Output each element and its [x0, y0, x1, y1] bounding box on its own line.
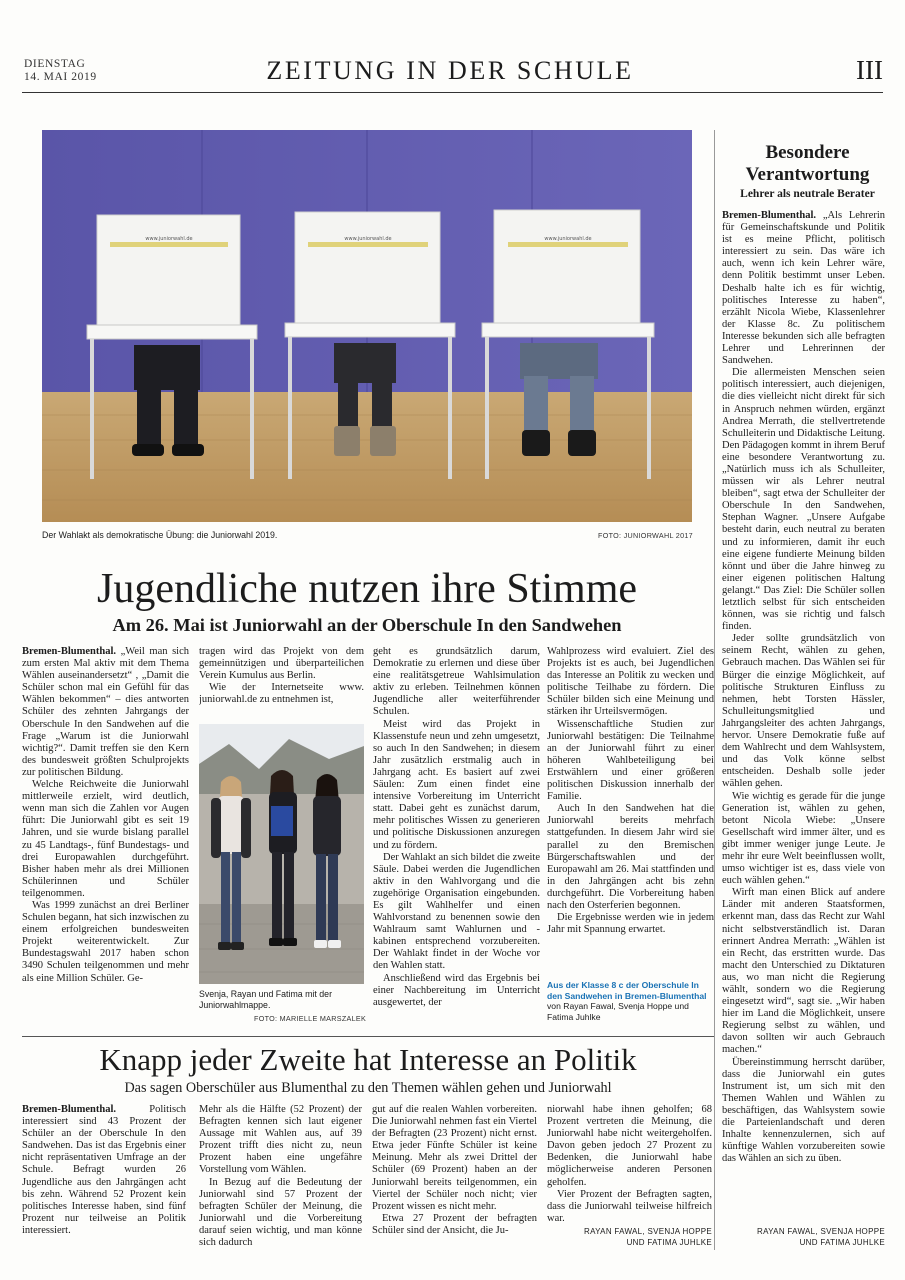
second-article-column-3: [372, 1104, 537, 1254]
second-headline: Knapp jeder Zweite hat Interesse an Politik: [99, 1042, 637, 1077]
sidebar-title: Besondere Verantwortung: [745, 142, 870, 185]
voting-booths-photo: [42, 130, 692, 522]
second-article-column-1: [22, 1104, 186, 1254]
paragraph: Mehr als die Hälfte (52 Prozent) der Befragten kennen sich laut eigener Aussage mit Wahlen aus, auf 39 Prozent trifft dies nicht zu, neun Prozent haben eine ungefähre Vorstellung vom Wählen.: [199, 1104, 362, 1176]
paragraph: geht es grundsätzlich darum, Demokratie zu erlernen und diese über eine realitätsgetreue Wahlsimulation aktiv zu erleben. Teilnehmen können Jugendliche aller weiterführender Schulen.: [373, 646, 540, 718]
paragraph: Bremen-Blumenthal. „Weil man sich zum ersten Mal aktiv mit dem Thema Wählen auseinandersetzt“ , „Damit die Schüler schon mal ein Gefühl für das Wählen bekommen“ – dies antworten Schüler des zehnten Jahrgangs der Oberschule In den Sandwehen auf die Frage „Warum ist die Juniorwahl wichtig?“. Damit treffen sie den Kern des bundesweit größten Schulprojekts zur politischen Bildung.: [22, 646, 189, 778]
main-article-column-2: [199, 646, 364, 718]
second-article-byline: RAYAN FAWAL, SVENJA HOPPE UND FATIMA JUHLKE: [584, 1227, 712, 1247]
paragraph: Vier Prozent der Befragten sagten, dass die Juniorwahl teilweise hilfreich war.: [547, 1188, 712, 1224]
sidebar-article: [722, 210, 885, 1222]
dateline-place: Bremen-Blumenthal.: [22, 1104, 117, 1115]
weekday: DIENSTAG: [24, 58, 86, 70]
students-photo-credit: FOTO: MARIELLE MARSZALEK: [254, 1014, 367, 1023]
paragraph: Jeder sollte grundsätzlich von seinem Recht, wählen zu gehen, Gebrauch machen. Das Wählen sei für Bürger die einzige Möglichkeit, auf politische Strukturen Einfluss zu nehmen, hebt Torsten Hässler, Schulleitungsmitglied und Jahrgangsleiter des achten Jahrgangs, hervor. Unsere Demokratie fuße auf dem Wahlrecht und dem Wahlsystem, und das Volk könne selbst entscheiden. Deshalb solle jeder wählen gehen.: [722, 633, 885, 790]
paragraph: In Bezug auf die Bedeutung der Juniorwahl sind 57 Prozent der befragten Schüler der Meinung, die Juniorwahl und die Vorbereitung darauf seien wichtig, und man könne sich dadurch: [199, 1176, 362, 1249]
paragraph: Bremen-Blumenthal. „Als Lehrerin für Gemeinschaftskunde und Politik ist es meine Pflicht, politisch interessiert zu sein. Das wäre ich auch, wenn ich kein Lehrer wäre, denn Politik bestimmt unser Leben. Deshalb halte ich es für wichtig, politisches Interesse zu haben“, erzählt Nicola Wiebe, Klassenlehrer der Klasse 8c. Zu politischem Interesse bekunden sich alle befragten Lehrer und Lehrerinnen der Sandwehen.: [722, 210, 885, 367]
sidebar-byline: RAYAN FAWAL, SVENJA HOPPE UND FATIMA JUHLKE: [757, 1227, 885, 1247]
sidebar-subtitle: Lehrer als neutrale Berater: [740, 188, 875, 200]
photo-credit: FOTO: JUNIORWAHL 2017: [598, 531, 693, 540]
paragraph: Bremen-Blumenthal. Politisch interessiert sind 43 Prozent der Schüler an der Oberschule In den Sandwehen. Das ist das Ergebnis einer nicht repräsentativen Umfrage an der Schule. Befragt wurden 26 Jugendliche aus den Jahrgängen acht bis zehn. Während 52 Prozent kein politisches Interesse haben, sind fünf Prozent nur teilweise an Politik interessiert.: [22, 1104, 186, 1236]
booth-3-label: www.juniorwahl.de: [544, 236, 592, 242]
students-photo: [199, 724, 364, 984]
paragraph: Wie wichtig es gerade für die junge Generation ist, wählen zu gehen, betont Nicola Wiebe: „Unsere Gesellschaft wird immer älter, und es gibt immer weniger junge Leute. Je mehr ihr eure Welt beeinflussen wollt, umso wichtiger ist es, dass viele von euch wählen gehen.“: [722, 790, 885, 887]
booth-2-label: www.juniorwahl.de: [344, 236, 392, 242]
paragraph: Wissenschaftliche Studien zur Juniorwahl bestätigen: Die Teilnahme an der Juniorwahl führt zu einer höheren Wahlbeteiligung bei Erstwählern und einer größeren politischen Diskussion innerhalb der Familie.: [547, 718, 714, 803]
dateline: [24, 58, 97, 84]
paragraph: niorwahl habe ihnen geholfen; 68 Prozent vertreten die Meinung, die Juniorwahl habe nicht weitergeholfen. Davon geben jedoch 27 Prozent zu Bedenken, die Juniorwahl habe möglicherweise anderen Personen geholfen.: [547, 1104, 712, 1188]
main-article-column-4: [547, 646, 714, 976]
paragraph: Auch In den Sandwehen hat die Juniorwahl bereits mehrfach stattgefunden. In diesem Jahr wird sie parallel zu den Bremischen Bürgerschaftswahlen und der Europawahl am 26. Mai stattfinden und in den Jahrgängen acht bis zehn durchgeführt. Die Vorbereitung haben nach den Osterferien begonnen.: [547, 803, 714, 911]
paragraph: Übereinstimmung herrscht darüber, dass die Juniorwahl ein gutes Instrument ist, um sich mit den Themen Wahlen und Wählen zu beschäftigen, das Wahlsystem sowie die Parteienlandschaft und deren Inhalte kennenzulernen, sich auf künftige Wahlen vorzubereiten sowie das Wählen an sich zu üben.: [722, 1056, 885, 1165]
paragraph: Der Wahlakt an sich bildet die zweite Säule. Dabei werden die Jugendlichen aktiv in den Wahlvorgang und die zugehörige Organisation eingebunden. Es gilt Wahlhelfer und einen Wahlvorstand zu benennen sowie den Wahlraum samt Wahlurnen und -kabinen entsprechend vorzubereiten. Der Wahlakt findet in der Woche vor den Wahlen statt.: [373, 851, 540, 972]
photo-caption: Der Wahlakt als demokratische Übung: die Juniorwahl 2019.: [42, 530, 278, 540]
issue-date: 14. MAI 2019: [24, 71, 97, 83]
paragraph: Etwa 27 Prozent der befragten Schüler sind der Ansicht, die Ju-: [372, 1212, 537, 1236]
second-article-column-4: [547, 1104, 712, 1224]
paragraph: gut auf die realen Wahlen vorbereiten. Die Juniorwahl nehmen fast ein Viertel der Befragten (23 Prozent) nicht ernst. Etwa jeder Fünfte Schüler ist keine Meinung. Mehr als zwei Drittel der Schüler (69 Prozent) haben an der Juniorwahl bereits teilgenommen, ein Viertel der Schüler noch nicht; vier Prozent wissen es nicht mehr.: [372, 1104, 537, 1212]
sidebar-divider: [714, 130, 715, 1250]
main-headline: Jugendliche nutzen ihre Stimme: [96, 566, 638, 612]
paragraph: Welche Reichweite die Juniorwahl mittlerweile erzielt, wird deutlich, wenn man sich die Zahlen vor Augen führt: Die Juniorwahl gibt es seit 19 Jahren, und sie wurde bislang parallel zu 45 Landtags-, fünf Bundestags- und drei Europawahlen durchgeführt. Bisher haben mehr als drei Millionen Schülerinnen und Schüler teilgenommen.: [22, 779, 189, 899]
byline-class: Aus der Klasse 8 c der Oberschule In den Sandwehen in Bremen-Blumenthal: [547, 980, 707, 1001]
header-rule: [22, 92, 883, 93]
main-article-column-3: [373, 646, 540, 1028]
paragraph: tragen wird das Projekt von dem gemeinnützigen und überparteilichen Verein Kumulus aus Berlin.: [199, 646, 364, 682]
paragraph: Wahlprozess wird evaluiert. Ziel des Projekts ist es auch, bei Jugendlichen das Interesse an Politik zu wecken und politische Teilhabe zu fördern. Die Schüler bilden sich eine Meinung und stärken ihr Urteilsvermögen.: [547, 646, 714, 718]
paragraph: Die Ergebnisse werden wie in jedem Jahr mit Spannung erwartet.: [547, 912, 714, 936]
booth-1-label: www.juniorwahl.de: [145, 236, 193, 242]
main-article-byline: [547, 980, 714, 1022]
paragraph: Wirft man einen Blick auf andere Länder mit anderen Staatsformen, erkennt man, dass das Recht zur Wahl nicht selbstverständlich ist. Daran erinnert Andrea Merrath: „Wählen ist ein Recht, das erstritten wurde. Das macht den Unterschied zu Diktaturen aus, wo man nicht die Regierung wählt, sondern wo die Regierung eingesetzt wird“, sagt sie. „Wir haben hier im Land die Möglichkeit, unsere Regierung selbst zu wählen, und davon sollten wir auch Gebrauch machen.“: [722, 887, 885, 1056]
page-number: III: [856, 55, 883, 85]
paragraph: Die allermeisten Menschen seien politisch interessiert, auch diejenigen, die dies vielleicht nicht direkt für sich in Anspruch nehmen würden, ergänzt Andrea Merrath, die stellvertretende Schulleiterin und Didaktische Leitung. Den Pädagogen kommt in ihrem Beruf eine besondere Verantwortung zu. „Natürlich muss ich als Schulleiter, müssen wir als Lehrer neutral bleiben“, sagt etwa der Schulleiter der Oberschule In den Sandwehen, Stephan Wagner. „Unsere Aufgabe besteht darin, euch neutral zu beraten und zu informieren, damit ihr euch eine eigene fundierte Meinung bilden könnt und über die Jahre hinweg zu einer eigenen politischen Haltung gelangt.“ Das Ziel: Die Schüler sollen letztlich selbst für sich entscheiden können, was sie richtig und falsch finden.: [722, 367, 885, 633]
students-photo-caption: Svenja, Rayan und Fatima mit der Juniorwahlmappe.: [199, 989, 332, 1010]
article-divider: [22, 1036, 714, 1037]
paragraph: Meist wird das Projekt in Klassenstufe neun und zehn umgesetzt, so auch In den Sandwehen; in diesem Jahr zusätzlich erstmalig auch in Jahrgang acht. Es basiert auf zwei Säulen: Zum einen findet eine intensive Vorbereitung im Unterricht statt. Dabei geht es zunächst darum, mehr politisches Wissen zu generieren und politische Diskussionen anzuregen und zu fördern.: [373, 718, 540, 851]
second-article-column-2: [199, 1104, 362, 1254]
main-subheadline: Am 26. Mai ist Juniorwahl an der Oberschule In den Sandwehen: [112, 615, 622, 635]
dateline-place: Bremen-Blumenthal.: [22, 646, 117, 657]
section-title: ZEITUNG IN DER SCHULE: [266, 56, 634, 85]
paragraph: Was 1999 zunächst an drei Berliner Schulen begann, hat sich inzwischen zu einem erfolgreichen bundesweiten Projekt weiterentwickelt. Zur Bundestagswahl 2017 haben schon 3490 Schulen teilgenommen und mehr als eine Million Schüler. Ge-: [22, 899, 189, 984]
paragraph: Anschließend wird das Ergebnis bei einer Nachbereitung im Unterricht ausgewertet, der: [373, 972, 540, 1008]
dateline-place: Bremen-Blumenthal.: [722, 210, 817, 221]
paragraph: Wie der Internetseite www. juniorwahl.de zu entnehmen ist,: [199, 682, 364, 706]
main-article-column-1: [22, 646, 189, 1028]
byline-names: von Rayan Fawal, Svenja Hoppe und Fatima Juhlke: [547, 1001, 689, 1022]
second-subheadline: Das sagen Oberschüler aus Blumenthal zu den Themen wählen gehen und Juniorwahl: [124, 1080, 612, 1096]
